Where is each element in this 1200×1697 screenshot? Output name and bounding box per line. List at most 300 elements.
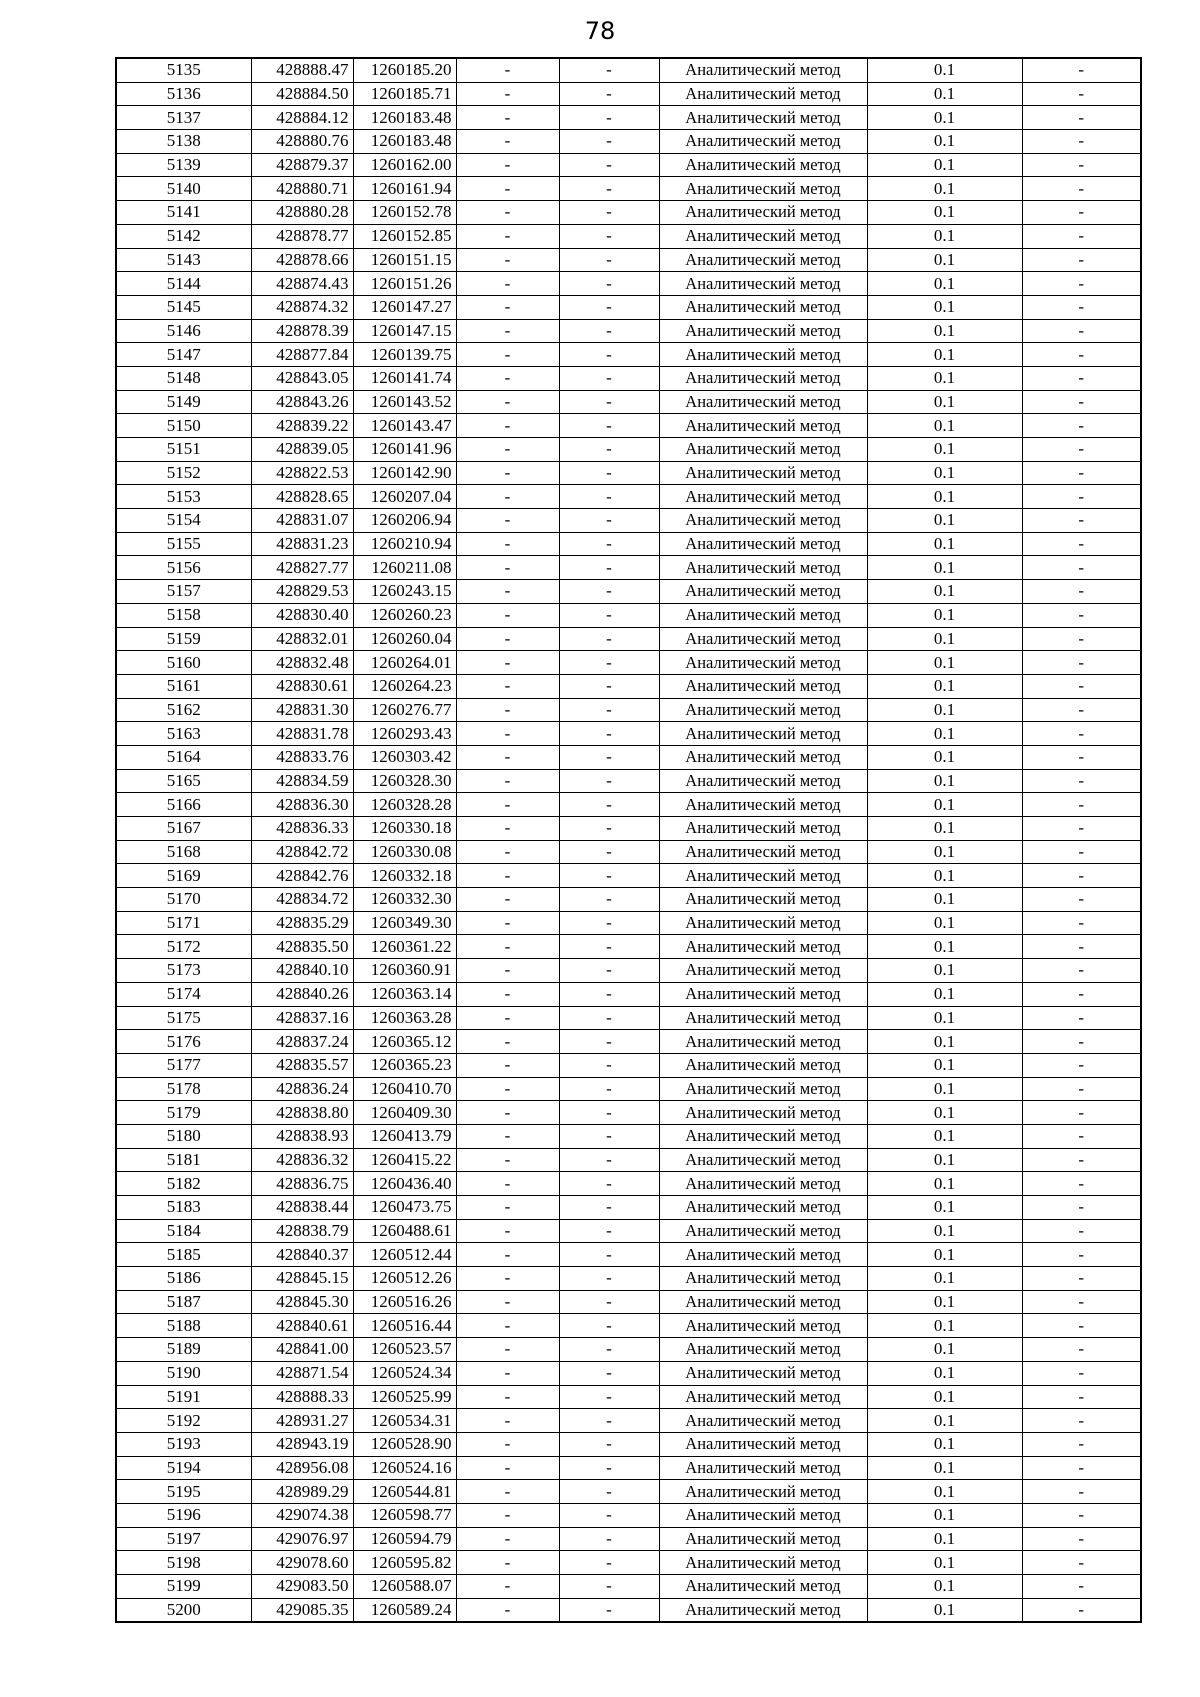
table-row — [116, 438, 1141, 462]
method-cell: Аналитический метод — [659, 722, 867, 746]
col8-cell: - — [1022, 130, 1141, 154]
table-row — [116, 1243, 1141, 1267]
col5-cell: - — [559, 438, 659, 462]
method-cell: Аналитический метод — [659, 840, 867, 864]
y-coordinate-cell: 1260142.90 — [353, 461, 456, 485]
col8-cell: - — [1022, 1101, 1141, 1125]
table-row — [116, 864, 1141, 888]
col5-cell: - — [559, 1030, 659, 1054]
col5-cell: - — [559, 556, 659, 580]
x-coordinate-cell: 428877.84 — [251, 343, 353, 367]
col8-cell: - — [1022, 366, 1141, 390]
x-coordinate-cell: 428888.33 — [251, 1385, 353, 1409]
table-row — [116, 982, 1141, 1006]
x-coordinate-cell: 428845.15 — [251, 1267, 353, 1291]
point-number-cell: 5170 — [116, 888, 251, 912]
point-number-cell: 5178 — [116, 1077, 251, 1101]
col5-cell: - — [559, 651, 659, 675]
method-cell: Аналитический метод — [659, 651, 867, 675]
method-cell: Аналитический метод — [659, 366, 867, 390]
point-number-cell: 5143 — [116, 248, 251, 272]
y-coordinate-cell: 1260183.48 — [353, 106, 456, 130]
col4-cell: - — [456, 130, 559, 154]
y-coordinate-cell: 1260330.18 — [353, 817, 456, 841]
col8-cell: - — [1022, 319, 1141, 343]
x-coordinate-cell: 428831.78 — [251, 722, 353, 746]
col4-cell: - — [456, 935, 559, 959]
table-row — [116, 461, 1141, 485]
table-row — [116, 1551, 1141, 1575]
method-cell: Аналитический метод — [659, 1053, 867, 1077]
point-number-cell: 5187 — [116, 1290, 251, 1314]
col4-cell: - — [456, 1456, 559, 1480]
x-coordinate-cell: 428956.08 — [251, 1456, 353, 1480]
y-coordinate-cell: 1260595.82 — [353, 1551, 456, 1575]
col4-cell: - — [456, 888, 559, 912]
table-row — [116, 1432, 1141, 1456]
col4-cell: - — [456, 461, 559, 485]
point-number-cell: 5181 — [116, 1148, 251, 1172]
col8-cell: - — [1022, 248, 1141, 272]
col5-cell: - — [559, 1101, 659, 1125]
col5-cell: - — [559, 911, 659, 935]
accuracy-cell: 0.1 — [867, 438, 1022, 462]
accuracy-cell: 0.1 — [867, 1480, 1022, 1504]
col4-cell: - — [456, 722, 559, 746]
col5-cell: - — [559, 319, 659, 343]
col5-cell: - — [559, 888, 659, 912]
y-coordinate-cell: 1260185.20 — [353, 58, 456, 82]
col8-cell: - — [1022, 461, 1141, 485]
point-number-cell: 5162 — [116, 698, 251, 722]
col8-cell: - — [1022, 438, 1141, 462]
accuracy-cell: 0.1 — [867, 343, 1022, 367]
col5-cell: - — [559, 935, 659, 959]
method-cell: Аналитический метод — [659, 745, 867, 769]
x-coordinate-cell: 429074.38 — [251, 1503, 353, 1527]
x-coordinate-cell: 428943.19 — [251, 1432, 353, 1456]
x-coordinate-cell: 428838.44 — [251, 1196, 353, 1220]
table-row — [116, 177, 1141, 201]
x-coordinate-cell: 428839.22 — [251, 414, 353, 438]
method-cell: Аналитический метод — [659, 224, 867, 248]
col5-cell: - — [559, 722, 659, 746]
col5-cell: - — [559, 603, 659, 627]
table-row — [116, 698, 1141, 722]
y-coordinate-cell: 1260363.14 — [353, 982, 456, 1006]
accuracy-cell: 0.1 — [867, 888, 1022, 912]
y-coordinate-cell: 1260589.24 — [353, 1598, 456, 1622]
accuracy-cell: 0.1 — [867, 1267, 1022, 1291]
accuracy-cell: 0.1 — [867, 1219, 1022, 1243]
col4-cell: - — [456, 651, 559, 675]
y-coordinate-cell: 1260264.01 — [353, 651, 456, 675]
method-cell: Аналитический метод — [659, 1527, 867, 1551]
x-coordinate-cell: 428989.29 — [251, 1480, 353, 1504]
y-coordinate-cell: 1260147.15 — [353, 319, 456, 343]
col8-cell: - — [1022, 935, 1141, 959]
method-cell: Аналитический метод — [659, 485, 867, 509]
accuracy-cell: 0.1 — [867, 1077, 1022, 1101]
col5-cell: - — [559, 153, 659, 177]
col5-cell: - — [559, 1361, 659, 1385]
table-row — [116, 556, 1141, 580]
col4-cell: - — [456, 1124, 559, 1148]
method-cell: Аналитический метод — [659, 556, 867, 580]
point-number-cell: 5165 — [116, 769, 251, 793]
accuracy-cell: 0.1 — [867, 1101, 1022, 1125]
x-coordinate-cell: 429085.35 — [251, 1598, 353, 1622]
method-cell: Аналитический метод — [659, 627, 867, 651]
accuracy-cell: 0.1 — [867, 130, 1022, 154]
col5-cell: - — [559, 1598, 659, 1622]
y-coordinate-cell: 1260328.28 — [353, 793, 456, 817]
col5-cell: - — [559, 106, 659, 130]
point-number-cell: 5176 — [116, 1030, 251, 1054]
method-cell: Аналитический метод — [659, 1290, 867, 1314]
table-row — [116, 1196, 1141, 1220]
accuracy-cell: 0.1 — [867, 580, 1022, 604]
table-row — [116, 343, 1141, 367]
table-row — [116, 1409, 1141, 1433]
col4-cell: - — [456, 1219, 559, 1243]
x-coordinate-cell: 428878.39 — [251, 319, 353, 343]
col4-cell: - — [456, 532, 559, 556]
y-coordinate-cell: 1260588.07 — [353, 1575, 456, 1599]
y-coordinate-cell: 1260410.70 — [353, 1077, 456, 1101]
table-row — [116, 1314, 1141, 1338]
table-row — [116, 959, 1141, 983]
y-coordinate-cell: 1260141.74 — [353, 366, 456, 390]
table-row — [116, 224, 1141, 248]
accuracy-cell: 0.1 — [867, 201, 1022, 225]
accuracy-cell: 0.1 — [867, 982, 1022, 1006]
y-coordinate-cell: 1260264.23 — [353, 674, 456, 698]
col5-cell: - — [559, 1314, 659, 1338]
table-row — [116, 1148, 1141, 1172]
accuracy-cell: 0.1 — [867, 1053, 1022, 1077]
point-number-cell: 5190 — [116, 1361, 251, 1385]
point-number-cell: 5156 — [116, 556, 251, 580]
col8-cell: - — [1022, 58, 1141, 82]
col4-cell: - — [456, 840, 559, 864]
method-cell: Аналитический метод — [659, 1338, 867, 1362]
x-coordinate-cell: 428831.30 — [251, 698, 353, 722]
col4-cell: - — [456, 793, 559, 817]
point-number-cell: 5153 — [116, 485, 251, 509]
col4-cell: - — [456, 959, 559, 983]
y-coordinate-cell: 1260523.57 — [353, 1338, 456, 1362]
accuracy-cell: 0.1 — [867, 1361, 1022, 1385]
y-coordinate-cell: 1260332.18 — [353, 864, 456, 888]
col5-cell: - — [559, 627, 659, 651]
x-coordinate-cell: 428834.72 — [251, 888, 353, 912]
col4-cell: - — [456, 911, 559, 935]
col5-cell: - — [559, 295, 659, 319]
x-coordinate-cell: 428835.29 — [251, 911, 353, 935]
y-coordinate-cell: 1260332.30 — [353, 888, 456, 912]
y-coordinate-cell: 1260544.81 — [353, 1480, 456, 1504]
point-number-cell: 5166 — [116, 793, 251, 817]
accuracy-cell: 0.1 — [867, 1432, 1022, 1456]
accuracy-cell: 0.1 — [867, 1551, 1022, 1575]
x-coordinate-cell: 428840.61 — [251, 1314, 353, 1338]
col5-cell: - — [559, 769, 659, 793]
col8-cell: - — [1022, 888, 1141, 912]
table-row — [116, 1030, 1141, 1054]
col5-cell: - — [559, 58, 659, 82]
method-cell: Аналитический метод — [659, 1456, 867, 1480]
table-row — [116, 817, 1141, 841]
point-number-cell: 5148 — [116, 366, 251, 390]
table-row — [116, 1480, 1141, 1504]
method-cell: Аналитический метод — [659, 82, 867, 106]
col5-cell: - — [559, 366, 659, 390]
x-coordinate-cell: 428828.65 — [251, 485, 353, 509]
col8-cell: - — [1022, 1527, 1141, 1551]
accuracy-cell: 0.1 — [867, 1172, 1022, 1196]
col4-cell: - — [456, 1385, 559, 1409]
col8-cell: - — [1022, 272, 1141, 296]
point-number-cell: 5138 — [116, 130, 251, 154]
col8-cell: - — [1022, 1030, 1141, 1054]
y-coordinate-cell: 1260524.34 — [353, 1361, 456, 1385]
col5-cell: - — [559, 959, 659, 983]
table-row — [116, 201, 1141, 225]
method-cell: Аналитический метод — [659, 414, 867, 438]
col5-cell: - — [559, 1480, 659, 1504]
accuracy-cell: 0.1 — [867, 651, 1022, 675]
col4-cell: - — [456, 1575, 559, 1599]
col8-cell: - — [1022, 603, 1141, 627]
table-row — [116, 769, 1141, 793]
method-cell: Аналитический метод — [659, 674, 867, 698]
y-coordinate-cell: 1260276.77 — [353, 698, 456, 722]
y-coordinate-cell: 1260488.61 — [353, 1219, 456, 1243]
x-coordinate-cell: 428884.50 — [251, 82, 353, 106]
col8-cell: - — [1022, 722, 1141, 746]
accuracy-cell: 0.1 — [867, 485, 1022, 509]
col5-cell: - — [559, 1385, 659, 1409]
accuracy-cell: 0.1 — [867, 1124, 1022, 1148]
table-row — [116, 1361, 1141, 1385]
method-cell: Аналитический метод — [659, 1575, 867, 1599]
point-number-cell: 5136 — [116, 82, 251, 106]
col8-cell: - — [1022, 627, 1141, 651]
point-number-cell: 5180 — [116, 1124, 251, 1148]
col4-cell: - — [456, 272, 559, 296]
col5-cell: - — [559, 1267, 659, 1291]
accuracy-cell: 0.1 — [867, 627, 1022, 651]
table-row — [116, 390, 1141, 414]
col4-cell: - — [456, 1077, 559, 1101]
method-cell: Аналитический метод — [659, 130, 867, 154]
point-number-cell: 5199 — [116, 1575, 251, 1599]
point-number-cell: 5146 — [116, 319, 251, 343]
col5-cell: - — [559, 1219, 659, 1243]
x-coordinate-cell: 428836.33 — [251, 817, 353, 841]
col4-cell: - — [456, 153, 559, 177]
col5-cell: - — [559, 509, 659, 533]
table-row — [116, 1290, 1141, 1314]
y-coordinate-cell: 1260415.22 — [353, 1148, 456, 1172]
col4-cell: - — [456, 627, 559, 651]
y-coordinate-cell: 1260594.79 — [353, 1527, 456, 1551]
col4-cell: - — [456, 177, 559, 201]
method-cell: Аналитический метод — [659, 935, 867, 959]
y-coordinate-cell: 1260141.96 — [353, 438, 456, 462]
y-coordinate-cell: 1260525.99 — [353, 1385, 456, 1409]
col4-cell: - — [456, 438, 559, 462]
point-number-cell: 5160 — [116, 651, 251, 675]
table-row — [116, 840, 1141, 864]
x-coordinate-cell: 428838.80 — [251, 1101, 353, 1125]
col8-cell: - — [1022, 580, 1141, 604]
col4-cell: - — [456, 319, 559, 343]
point-number-cell: 5186 — [116, 1267, 251, 1291]
col5-cell: - — [559, 390, 659, 414]
point-number-cell: 5147 — [116, 343, 251, 367]
accuracy-cell: 0.1 — [867, 793, 1022, 817]
method-cell: Аналитический метод — [659, 390, 867, 414]
coordinates-table — [115, 57, 1142, 1623]
col8-cell: - — [1022, 1148, 1141, 1172]
col5-cell: - — [559, 982, 659, 1006]
table-row — [116, 1006, 1141, 1030]
method-cell: Аналитический метод — [659, 959, 867, 983]
col4-cell: - — [456, 1338, 559, 1362]
col5-cell: - — [559, 1338, 659, 1362]
x-coordinate-cell: 428838.79 — [251, 1219, 353, 1243]
accuracy-cell: 0.1 — [867, 532, 1022, 556]
col8-cell: - — [1022, 224, 1141, 248]
col5-cell: - — [559, 1575, 659, 1599]
method-cell: Аналитический метод — [659, 1409, 867, 1433]
col8-cell: - — [1022, 1243, 1141, 1267]
col5-cell: - — [559, 674, 659, 698]
col5-cell: - — [559, 840, 659, 864]
col4-cell: - — [456, 603, 559, 627]
accuracy-cell: 0.1 — [867, 1290, 1022, 1314]
method-cell: Аналитический метод — [659, 1361, 867, 1385]
col4-cell: - — [456, 201, 559, 225]
accuracy-cell: 0.1 — [867, 82, 1022, 106]
col5-cell: - — [559, 1432, 659, 1456]
point-number-cell: 5158 — [116, 603, 251, 627]
point-number-cell: 5194 — [116, 1456, 251, 1480]
y-coordinate-cell: 1260512.26 — [353, 1267, 456, 1291]
accuracy-cell: 0.1 — [867, 1314, 1022, 1338]
point-number-cell: 5185 — [116, 1243, 251, 1267]
col8-cell: - — [1022, 106, 1141, 130]
col8-cell: - — [1022, 1219, 1141, 1243]
point-number-cell: 5197 — [116, 1527, 251, 1551]
x-coordinate-cell: 428879.37 — [251, 153, 353, 177]
col8-cell: - — [1022, 295, 1141, 319]
point-number-cell: 5141 — [116, 201, 251, 225]
col8-cell: - — [1022, 201, 1141, 225]
y-coordinate-cell: 1260260.23 — [353, 603, 456, 627]
accuracy-cell: 0.1 — [867, 224, 1022, 248]
col8-cell: - — [1022, 1385, 1141, 1409]
col5-cell: - — [559, 1196, 659, 1220]
col5-cell: - — [559, 201, 659, 225]
accuracy-cell: 0.1 — [867, 935, 1022, 959]
table-row — [116, 1124, 1141, 1148]
col5-cell: - — [559, 1503, 659, 1527]
table-row — [116, 295, 1141, 319]
method-cell: Аналитический метод — [659, 1480, 867, 1504]
col8-cell: - — [1022, 1290, 1141, 1314]
method-cell: Аналитический метод — [659, 698, 867, 722]
point-number-cell: 5189 — [116, 1338, 251, 1362]
table-row — [116, 793, 1141, 817]
col4-cell: - — [456, 414, 559, 438]
accuracy-cell: 0.1 — [867, 295, 1022, 319]
table-row — [116, 153, 1141, 177]
x-coordinate-cell: 428834.59 — [251, 769, 353, 793]
col8-cell: - — [1022, 982, 1141, 1006]
method-cell: Аналитический метод — [659, 248, 867, 272]
col4-cell: - — [456, 1006, 559, 1030]
y-coordinate-cell: 1260473.75 — [353, 1196, 456, 1220]
accuracy-cell: 0.1 — [867, 177, 1022, 201]
col4-cell: - — [456, 1598, 559, 1622]
col4-cell: - — [456, 390, 559, 414]
accuracy-cell: 0.1 — [867, 1409, 1022, 1433]
col8-cell: - — [1022, 390, 1141, 414]
method-cell: Аналитический метод — [659, 1267, 867, 1291]
method-cell: Аналитический метод — [659, 272, 867, 296]
col5-cell: - — [559, 580, 659, 604]
col4-cell: - — [456, 1053, 559, 1077]
col5-cell: - — [559, 82, 659, 106]
col8-cell: - — [1022, 674, 1141, 698]
y-coordinate-cell: 1260361.22 — [353, 935, 456, 959]
method-cell: Аналитический метод — [659, 343, 867, 367]
method-cell: Аналитический метод — [659, 1551, 867, 1575]
accuracy-cell: 0.1 — [867, 911, 1022, 935]
x-coordinate-cell: 428832.48 — [251, 651, 353, 675]
method-cell: Аналитический метод — [659, 153, 867, 177]
table-row — [116, 1101, 1141, 1125]
col8-cell: - — [1022, 153, 1141, 177]
y-coordinate-cell: 1260210.94 — [353, 532, 456, 556]
col4-cell: - — [456, 1243, 559, 1267]
method-cell: Аналитический метод — [659, 295, 867, 319]
x-coordinate-cell: 428829.53 — [251, 580, 353, 604]
x-coordinate-cell: 428837.16 — [251, 1006, 353, 1030]
point-number-cell: 5179 — [116, 1101, 251, 1125]
accuracy-cell: 0.1 — [867, 603, 1022, 627]
point-number-cell: 5200 — [116, 1598, 251, 1622]
point-number-cell: 5151 — [116, 438, 251, 462]
table-row — [116, 414, 1141, 438]
point-number-cell: 5154 — [116, 509, 251, 533]
table-row — [116, 58, 1141, 82]
x-coordinate-cell: 428827.77 — [251, 556, 353, 580]
col8-cell: - — [1022, 485, 1141, 509]
col5-cell: - — [559, 1148, 659, 1172]
x-coordinate-cell: 428831.23 — [251, 532, 353, 556]
accuracy-cell: 0.1 — [867, 153, 1022, 177]
x-coordinate-cell: 428931.27 — [251, 1409, 353, 1433]
col8-cell: - — [1022, 1314, 1141, 1338]
col8-cell: - — [1022, 177, 1141, 201]
point-number-cell: 5139 — [116, 153, 251, 177]
col5-cell: - — [559, 1172, 659, 1196]
accuracy-cell: 0.1 — [867, 1598, 1022, 1622]
